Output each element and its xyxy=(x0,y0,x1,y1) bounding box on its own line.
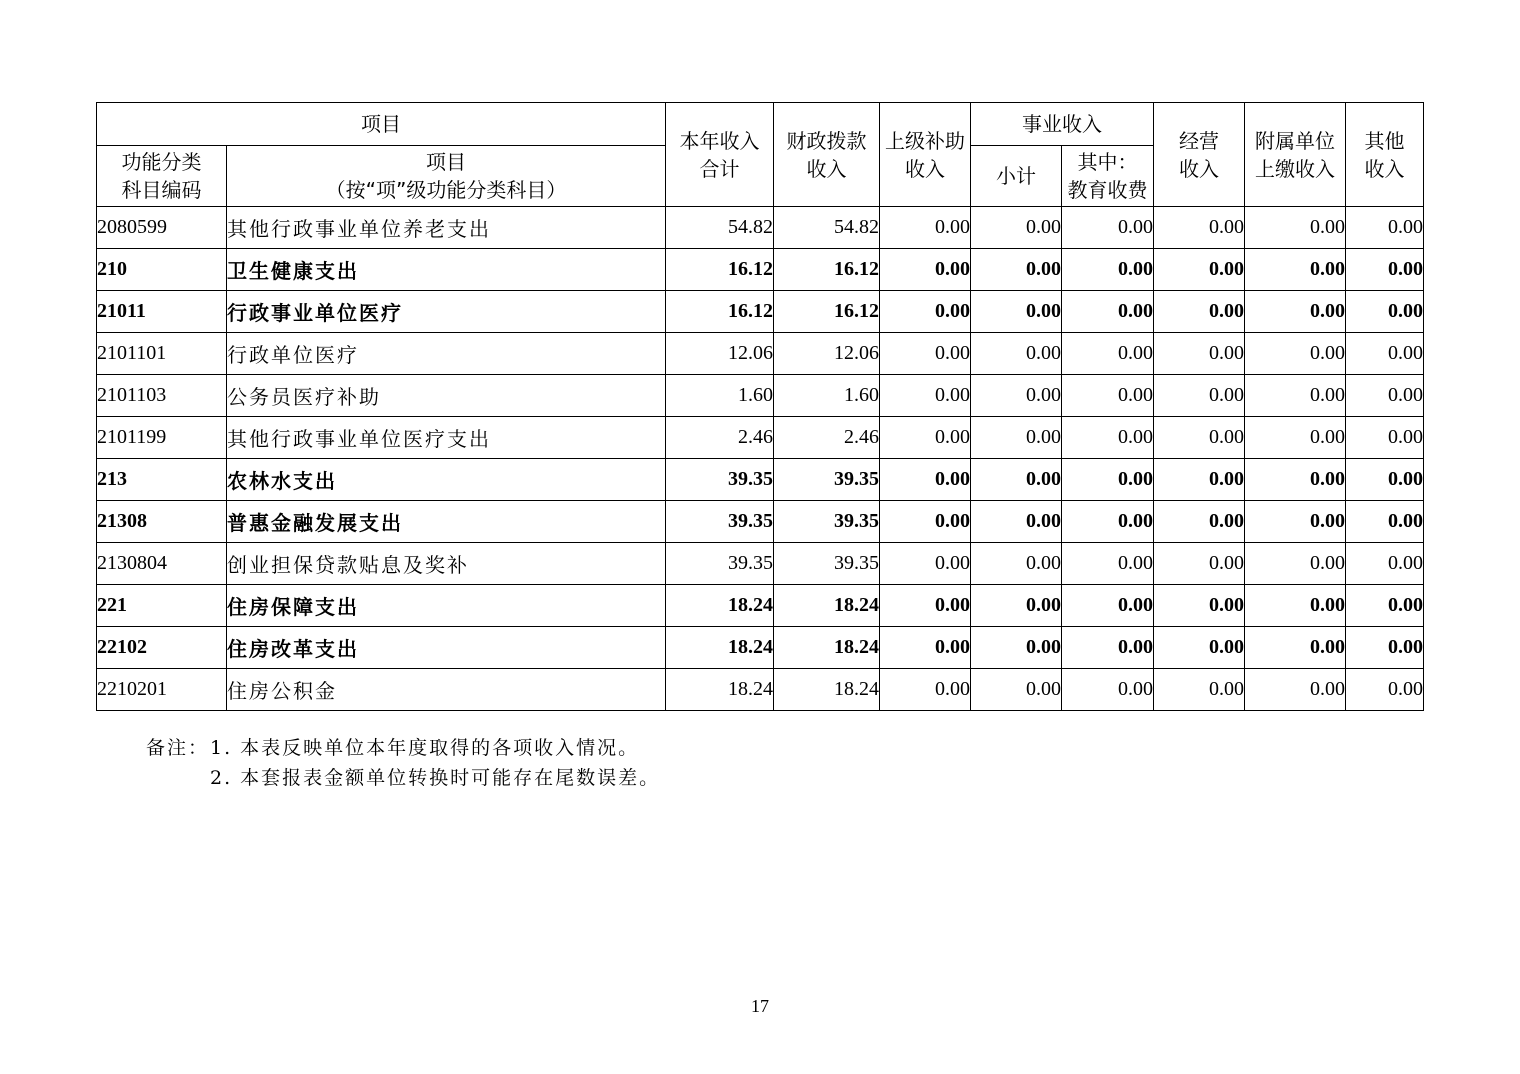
row-value: 0.00 xyxy=(880,333,971,375)
row-value: 0.00 xyxy=(1245,207,1346,249)
row-value: 0.00 xyxy=(1154,627,1245,669)
row-value: 0.00 xyxy=(880,669,971,711)
row-code: 2101101 xyxy=(97,333,227,375)
row-value: 16.12 xyxy=(774,249,880,291)
table-row xyxy=(97,627,1424,669)
row-value: 0.00 xyxy=(1346,543,1424,585)
row-name: 住房改革支出 xyxy=(227,627,666,669)
row-value: 0.00 xyxy=(1245,459,1346,501)
row-value: 0.00 xyxy=(1154,501,1245,543)
header-fiscal: 财政拨款 收入 xyxy=(774,103,880,207)
header-affiliated: 附属单位 上缴收入 xyxy=(1245,103,1346,207)
row-value: 0.00 xyxy=(880,207,971,249)
row-value: 12.06 xyxy=(774,333,880,375)
row-value: 0.00 xyxy=(971,669,1062,711)
row-value: 0.00 xyxy=(971,417,1062,459)
row-value: 0.00 xyxy=(971,459,1062,501)
row-value: 0.00 xyxy=(1346,669,1424,711)
row-value: 0.00 xyxy=(1062,585,1154,627)
row-name: 行政单位医疗 xyxy=(227,333,666,375)
income-table xyxy=(96,102,1424,711)
row-value: 0.00 xyxy=(1245,669,1346,711)
row-name: 创业担保贷款贴息及奖补 xyxy=(227,543,666,585)
table-row xyxy=(97,459,1424,501)
row-value: 0.00 xyxy=(1245,543,1346,585)
row-value: 0.00 xyxy=(1062,501,1154,543)
row-value: 0.00 xyxy=(880,249,971,291)
row-value: 0.00 xyxy=(1062,333,1154,375)
row-code: 2210201 xyxy=(97,669,227,711)
row-value: 0.00 xyxy=(971,333,1062,375)
row-value: 0.00 xyxy=(971,207,1062,249)
row-value: 16.12 xyxy=(666,291,774,333)
row-value: 1.60 xyxy=(774,375,880,417)
table-row xyxy=(97,207,1424,249)
row-value: 0.00 xyxy=(1154,333,1245,375)
row-value: 0.00 xyxy=(1245,333,1346,375)
row-value: 0.00 xyxy=(971,543,1062,585)
row-name: 农林水支出 xyxy=(227,459,666,501)
row-value: 0.00 xyxy=(1062,627,1154,669)
row-value: 18.24 xyxy=(774,669,880,711)
row-value: 0.00 xyxy=(1245,375,1346,417)
notes-label: 备注： xyxy=(146,737,210,759)
header-subtotal: 小计 xyxy=(971,146,1062,207)
table-row xyxy=(97,249,1424,291)
row-value: 18.24 xyxy=(666,627,774,669)
row-value: 0.00 xyxy=(1346,249,1424,291)
row-value: 0.00 xyxy=(1062,459,1154,501)
row-value: 0.00 xyxy=(880,627,971,669)
row-name: 公务员医疗补助 xyxy=(227,375,666,417)
row-name: 其他行政事业单位医疗支出 xyxy=(227,417,666,459)
row-value: 0.00 xyxy=(880,417,971,459)
row-value: 0.00 xyxy=(1062,417,1154,459)
row-value: 39.35 xyxy=(774,543,880,585)
row-value: 0.00 xyxy=(880,375,971,417)
row-value: 54.82 xyxy=(666,207,774,249)
table-header xyxy=(97,103,1424,207)
header-operating: 经营 收入 xyxy=(1154,103,1245,207)
row-value: 39.35 xyxy=(666,501,774,543)
row-value: 18.24 xyxy=(774,585,880,627)
row-value: 0.00 xyxy=(1245,249,1346,291)
row-value: 0.00 xyxy=(880,543,971,585)
row-value: 1.60 xyxy=(666,375,774,417)
row-value: 0.00 xyxy=(880,501,971,543)
row-value: 0.00 xyxy=(1245,585,1346,627)
header-item-group: 项目 xyxy=(97,103,666,146)
row-code: 2101103 xyxy=(97,375,227,417)
row-value: 0.00 xyxy=(971,375,1062,417)
header-name: 项目 （按“项”级功能分类科目） xyxy=(227,146,666,207)
header-business-group: 事业收入 xyxy=(971,103,1154,146)
notes xyxy=(146,733,660,793)
header-total: 本年收入 合计 xyxy=(666,103,774,207)
header-education: 其中： 教育收费 xyxy=(1062,146,1154,207)
row-value: 0.00 xyxy=(971,501,1062,543)
row-value: 0.00 xyxy=(1346,585,1424,627)
row-value: 0.00 xyxy=(1346,459,1424,501)
row-value: 0.00 xyxy=(1154,669,1245,711)
row-code: 210 xyxy=(97,249,227,291)
row-value: 0.00 xyxy=(1062,375,1154,417)
row-value: 0.00 xyxy=(1346,501,1424,543)
row-code: 22102 xyxy=(97,627,227,669)
row-value: 0.00 xyxy=(1154,249,1245,291)
row-value: 0.00 xyxy=(1346,417,1424,459)
page-number: 17 xyxy=(751,996,769,1016)
header-superior: 上级补助 收入 xyxy=(880,103,971,207)
table-body xyxy=(97,207,1424,711)
row-value: 0.00 xyxy=(1154,585,1245,627)
row-value: 2.46 xyxy=(666,417,774,459)
row-value: 0.00 xyxy=(971,291,1062,333)
table-row xyxy=(97,501,1424,543)
row-value: 0.00 xyxy=(971,627,1062,669)
row-value: 0.00 xyxy=(1346,291,1424,333)
row-name: 住房公积金 xyxy=(227,669,666,711)
row-value: 0.00 xyxy=(880,585,971,627)
row-value: 0.00 xyxy=(971,585,1062,627)
row-code: 2101199 xyxy=(97,417,227,459)
row-value: 18.24 xyxy=(666,585,774,627)
table-row xyxy=(97,543,1424,585)
row-value: 0.00 xyxy=(1154,417,1245,459)
row-name: 住房保障支出 xyxy=(227,585,666,627)
row-value: 12.06 xyxy=(666,333,774,375)
row-name: 其他行政事业单位养老支出 xyxy=(227,207,666,249)
row-value: 0.00 xyxy=(1346,207,1424,249)
table-row xyxy=(97,291,1424,333)
table-row xyxy=(97,417,1424,459)
row-code: 21308 xyxy=(97,501,227,543)
row-value: 18.24 xyxy=(774,627,880,669)
row-name: 卫生健康支出 xyxy=(227,249,666,291)
row-value: 16.12 xyxy=(774,291,880,333)
row-value: 0.00 xyxy=(1062,291,1154,333)
row-value: 0.00 xyxy=(880,459,971,501)
row-value: 39.35 xyxy=(774,501,880,543)
row-value: 0.00 xyxy=(1062,249,1154,291)
header-other: 其他 收入 xyxy=(1346,103,1424,207)
row-value: 0.00 xyxy=(1154,459,1245,501)
row-value: 0.00 xyxy=(1346,375,1424,417)
table-row xyxy=(97,375,1424,417)
row-name: 行政事业单位医疗 xyxy=(227,291,666,333)
row-code: 2130804 xyxy=(97,543,227,585)
note-item: 1. 本表反映单位本年度取得的各项收入情况。 xyxy=(210,737,640,759)
row-value: 16.12 xyxy=(666,249,774,291)
row-value: 0.00 xyxy=(1154,543,1245,585)
row-code: 221 xyxy=(97,585,227,627)
row-value: 0.00 xyxy=(1245,291,1346,333)
row-value: 0.00 xyxy=(1154,375,1245,417)
row-value: 0.00 xyxy=(1062,543,1154,585)
row-name: 普惠金融发展支出 xyxy=(227,501,666,543)
row-value: 54.82 xyxy=(774,207,880,249)
row-value: 18.24 xyxy=(666,669,774,711)
row-code: 2080599 xyxy=(97,207,227,249)
table-row xyxy=(97,669,1424,711)
row-value: 0.00 xyxy=(1245,627,1346,669)
row-value: 0.00 xyxy=(971,249,1062,291)
table-row xyxy=(97,585,1424,627)
row-value: 39.35 xyxy=(666,543,774,585)
row-value: 0.00 xyxy=(1154,291,1245,333)
row-value: 39.35 xyxy=(666,459,774,501)
row-value: 2.46 xyxy=(774,417,880,459)
row-value: 0.00 xyxy=(1062,669,1154,711)
row-value: 0.00 xyxy=(1245,501,1346,543)
row-code: 213 xyxy=(97,459,227,501)
row-value: 0.00 xyxy=(1346,627,1424,669)
row-value: 0.00 xyxy=(880,291,971,333)
row-value: 0.00 xyxy=(1346,333,1424,375)
note-item: 2. 本套报表金额单位转换时可能存在尾数误差。 xyxy=(210,767,661,789)
row-value: 0.00 xyxy=(1245,417,1346,459)
row-code: 21011 xyxy=(97,291,227,333)
row-value: 39.35 xyxy=(774,459,880,501)
table-row xyxy=(97,333,1424,375)
header-code: 功能分类 科目编码 xyxy=(97,146,227,207)
row-value: 0.00 xyxy=(1154,207,1245,249)
row-value: 0.00 xyxy=(1062,207,1154,249)
